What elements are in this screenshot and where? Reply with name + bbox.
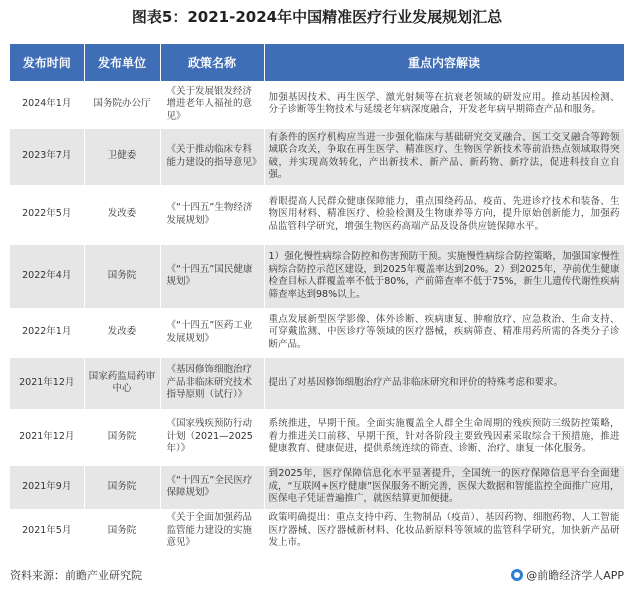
cell-unit: 发改委 <box>84 185 160 244</box>
brand-text: @前瞻经济学人APP <box>526 569 624 582</box>
cell-content: 加强基因技术、再生医学、激光射频等在抗衰老领域的研发应用。推动基因检测、分子诊断等生物技术与延缓老年病深度融合，开发老年病早期筛查产品和服务。 <box>264 81 624 128</box>
cell-unit: 国务院 <box>84 244 160 308</box>
cell-date: 2021年5月 <box>10 509 84 553</box>
brand-credit <box>511 567 624 583</box>
cell-policy-name: 《国家残疾预防行动计划（2021—2025年）》 <box>160 409 264 465</box>
cell-unit: 国务院 <box>84 409 160 465</box>
cell-content: 重点发展新型医学影像、体外诊断、疾病康复、肿瘤放疗、应急救治、生命支持、可穿戴监测、中医诊疗等领域的医疗器械，疾病筛查、精准用药所需的各类分子诊断产品。 <box>264 308 624 357</box>
cell-date: 2022年1月 <box>10 308 84 357</box>
cell-unit: 国务院办公厅 <box>84 81 160 128</box>
header-date: 发布时间 <box>10 44 84 81</box>
table-row <box>10 185 624 244</box>
cell-unit: 国务院 <box>84 465 160 509</box>
table-row <box>10 81 624 128</box>
table-row <box>10 357 624 409</box>
header-key-content: 重点内容解读 <box>264 44 624 81</box>
cell-policy-name: 《关于发展银发经济增进老年人福祉的意见》 <box>160 81 264 128</box>
policy-table <box>10 44 625 554</box>
cell-date: 2022年5月 <box>10 185 84 244</box>
cell-policy-name: 《关于推动临床专科能力建设的指导意见》 <box>160 128 264 185</box>
table-row <box>10 128 624 185</box>
cell-policy-name: 《基因修饰细胞治疗产品非临床研究技术指导原则（试行）》 <box>160 357 264 409</box>
cell-policy-name: 《关于全面加强药品监管能力建设的实施意见》 <box>160 509 264 553</box>
cell-date: 2024年1月 <box>10 81 84 128</box>
cell-content: 政策明确提出：重点支持中药、生物制品（疫苗）、基因药物、细胞药物、人工智能医疗器械、医疗器械新材料、化妆品新原料等领域的监管科学研究，加快新产品研发上市。 <box>264 509 624 553</box>
table-header-row <box>10 44 624 81</box>
table-row <box>10 509 624 553</box>
source-note: 资料来源：前瞻产业研究院 <box>10 569 142 582</box>
header-policy-name: 政策名称 <box>160 44 264 81</box>
cell-content: 到2025年，医疗保障信息化水平显著提升，全国统一的医疗保障信息平台全面建成，“互联网+医疗健康”医保服务不断完善，医保大数据和智能监控全面推广应用，医保电子凭证普遍推广，就医结算更加便捷。 <box>264 465 624 509</box>
table-row <box>10 409 624 465</box>
cell-unit: 国家药监局药审中心 <box>84 357 160 409</box>
cell-policy-name: 《“十四五”医药工业发展规划》 <box>160 308 264 357</box>
cell-policy-name: 《“十四五”全民医疗保障规划》 <box>160 465 264 509</box>
table-row <box>10 308 624 357</box>
cell-date: 2021年9月 <box>10 465 84 509</box>
cell-unit: 发改委 <box>84 308 160 357</box>
cell-date: 2021年12月 <box>10 409 84 465</box>
header-unit: 发布单位 <box>84 44 160 81</box>
cell-date: 2023年7月 <box>10 128 84 185</box>
table-row <box>10 244 624 308</box>
table-row <box>10 465 624 509</box>
qianzhan-logo-icon <box>511 569 523 581</box>
cell-content: 提出了对基因修饰细胞治疗产品非临床研究和评价的特殊考虑和要求。 <box>264 357 624 409</box>
cell-unit: 卫健委 <box>84 128 160 185</box>
cell-policy-name: 《“十四五”国民健康规划》 <box>160 244 264 308</box>
cell-date: 2021年12月 <box>10 357 84 409</box>
cell-content: 着眼提高人民群众健康保障能力，重点围绕药品、疫苗、先进诊疗技术和装备、生物医用材料、精准医疗、检验检测及生物康养等方向，提升原始创新能力，加强药品监管科学研究，增强生物医药高端产品及设备供应链保障水平。 <box>264 185 624 244</box>
cell-date: 2022年4月 <box>10 244 84 308</box>
cell-policy-name: 《“十四五”生物经济发展规划》 <box>160 185 264 244</box>
figure-title: 图表5：2021-2024年中国精准医疗行业发展规划汇总 <box>131 8 503 26</box>
cell-content: 有条件的医疗机构应当进一步强化临床与基础研究交叉融合、医工交叉融合等跨领域联合攻关，争取在再生医学、精准医疗、生物医学新技术等前沿热点领域取得突破，并实现高效转化，产出新技术、新产品、新药物、新疗法，促进科技自立自强。 <box>264 128 624 185</box>
cell-content: 系统推进，早期干预。全面实施覆盖全人群全生命周期的残疾预防三级防控策略，着力推进关口前移、早期干预，针对各阶段主要致残因素采取综合干预措施，推进健康教育、健康促进，提供系统连续的筛查、诊断、治疗、康复一体化服务。 <box>264 409 624 465</box>
cell-content: 1）强化慢性病综合防控和伤害预防干预。实施慢性病综合防控策略，加强国家慢性病综合防控示范区建设，到2025年覆盖率达到20%。2）到2025年，孕前优生健康检查目标人群覆盖率不低于80%，产前筛查率不低于75%，新生儿遗传代谢性疾病筛查率达到98%以上。 <box>264 244 624 308</box>
cell-unit: 国务院 <box>84 509 160 553</box>
